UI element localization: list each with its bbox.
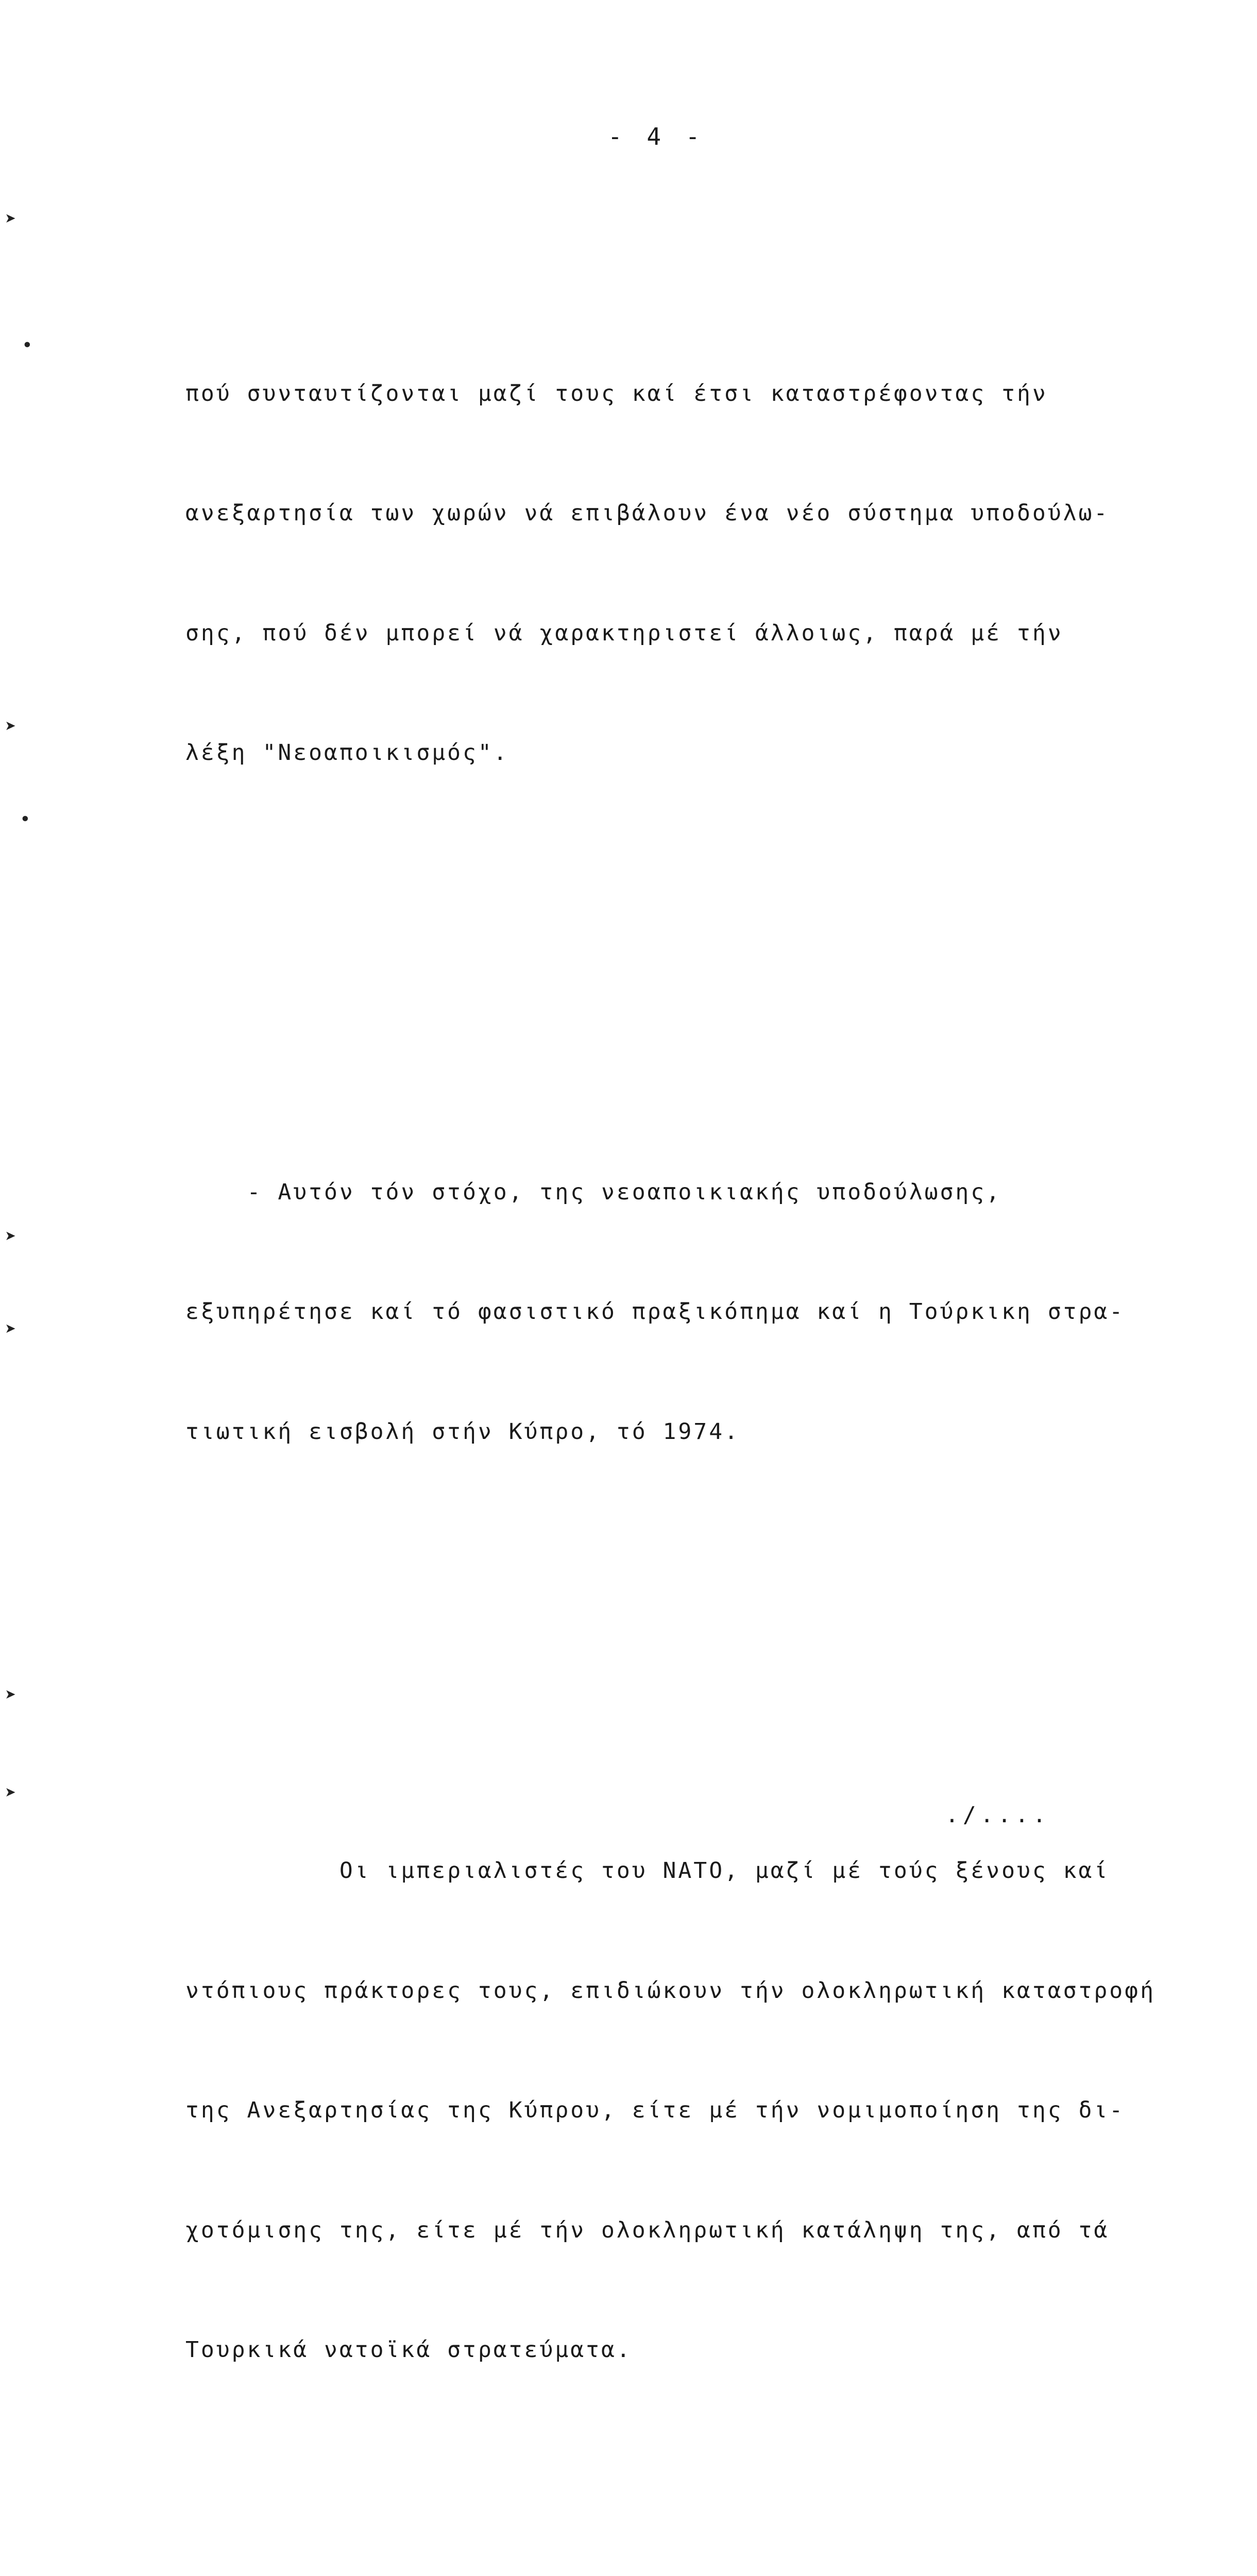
text-line: χοτόμισης της, είτε μέ τήν ολοκληρωτική κατάληψη της, από τά — [185, 2217, 1110, 2243]
scan-mark-dot-icon: • — [22, 335, 33, 356]
continuation-mark: ./.... — [945, 1802, 1050, 1828]
paragraph-gap — [185, 933, 1205, 973]
text-line: Τουρκικά νατοϊκά στρατεύματα. — [185, 2337, 632, 2363]
text-line: - Αυτόν τόν στόχο, της νεοαποικιακής υποδούλωσης, — [185, 1179, 1002, 1205]
paragraph-gap — [185, 1612, 1205, 1652]
scan-mark-arrow-icon: ➤ — [5, 1783, 16, 1804]
scan-mark-arrow-icon: ➤ — [5, 1226, 16, 1247]
scan-mark-arrow-icon: ➤ — [5, 209, 16, 230]
text-line: Οι ιμπεριαλιστές του ΝΑΤΟ, μαζί μέ τούς ξένους καί — [185, 1858, 1110, 1884]
scan-mark-arrow-icon: ➤ — [5, 1685, 16, 1706]
paragraph-gap — [185, 2530, 1205, 2570]
scan-mark-dot-icon: • — [20, 809, 31, 830]
text-line: της Ανεξαρτησίας της Κύπρου, είτε μέ τήν νομιμοποίηση της δι- — [185, 2097, 1125, 2123]
text-line: εξυπηρέτησε καί τό φασιστικό πραξικόπημα καί η Τούρκικη στρα- — [185, 1299, 1125, 1325]
scan-mark-arrow-icon: ➤ — [5, 1319, 16, 1340]
paragraph — [185, 1093, 1205, 1532]
page-number: - 4 - — [608, 123, 705, 150]
text-line: ανεξαρτησία των χωρών νά επιβάλουν ένα νέο σύστημα υποδούλω- — [185, 500, 1110, 526]
text-line: τιωτική εισβολή στήν Κύπρο, τό 1974. — [185, 1418, 740, 1445]
text-line: ντόπιους πράκτορες τους, επιδιώκουν τήν ολοκληρωτική καταστροφή — [185, 1977, 1156, 2004]
paragraph — [185, 1771, 1205, 2450]
text-line: λέξη "Νεοαποικισμός". — [185, 740, 509, 766]
text-line: σης, πού δέν μπορεί νά χαρακτηριστεί άλλοιως, παρά μέ τήν — [185, 620, 1063, 646]
text-line: πού συνταυτίζονται μαζί τους καί έτσι καταστρέφοντας τήν — [185, 380, 1048, 406]
scan-mark-arrow-icon: ➤ — [5, 716, 16, 737]
body-text — [185, 174, 1205, 2576]
paragraph — [185, 294, 1205, 853]
